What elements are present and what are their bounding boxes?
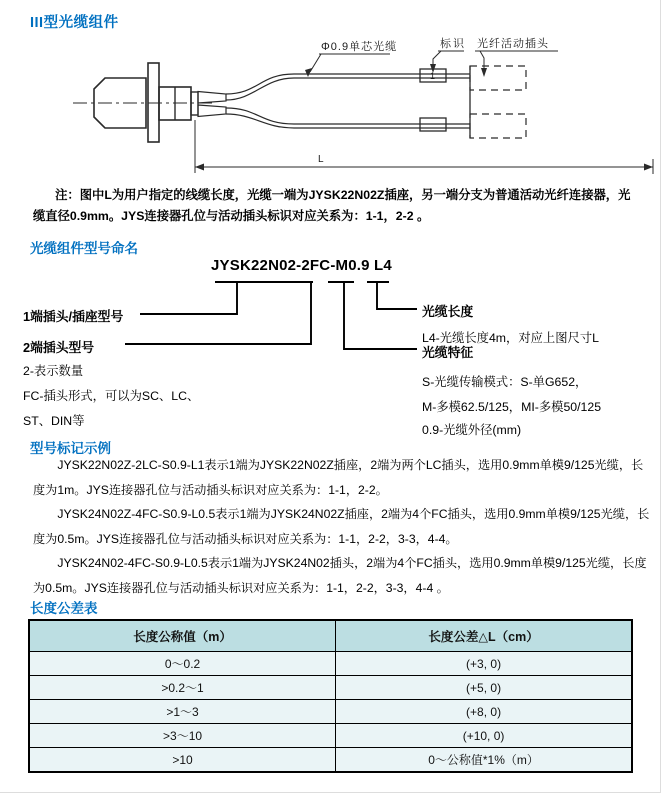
tolerance-header-row (29, 620, 632, 652)
tolerance-row (29, 724, 632, 748)
arrowhead (305, 68, 312, 77)
tolerance-cell: >0.2～1 (29, 676, 336, 700)
plug-outlines (470, 66, 526, 138)
section-heading-examples: 型号标记示例 (30, 441, 111, 456)
label-end2-desc3: ST、DIN等 (23, 414, 85, 428)
model-number: JYSK22N02-2FC-M0.9 L4 (211, 257, 392, 274)
ferrule-bottom (198, 105, 226, 117)
dimension-label: L (318, 154, 324, 165)
tolerance-cell: (+10, 0) (336, 724, 632, 748)
label-length-desc: L4-光缆长度4m，对应上图尺寸L (422, 331, 599, 345)
section-heading-naming: 光缆组件型号命名 (30, 241, 138, 256)
plug-label: 光纤活动插头 (477, 38, 549, 50)
tolerance-cell: 0～公称值*1%（m） (336, 748, 632, 773)
label-feature-desc2: M-多模62.5/125，MI-多模50/125 (422, 400, 602, 414)
tolerance-row (29, 652, 632, 676)
tolerance-table-body (29, 652, 632, 773)
tolerance-cell: >3～10 (29, 724, 336, 748)
tolerance-table (28, 619, 633, 773)
arrowhead (195, 164, 204, 171)
cable-assembly-diagram (0, 0, 661, 190)
tolerance-row (29, 700, 632, 724)
label-end2-title: 2端插头型号 (23, 340, 95, 355)
example-paragraphs (33, 453, 651, 601)
tolerance-cell: (+8, 0) (336, 700, 632, 724)
cable-callout (305, 39, 397, 77)
label-end2-desc2: FC-插头形式，可以为SC、LC、 (23, 389, 200, 403)
arrowhead (481, 68, 487, 77)
tolerance-col-delta: 长度公差△L（cm） (336, 620, 632, 652)
label-feature-title: 光缆特征 (422, 345, 474, 360)
cable-marker-1-label: 1 (430, 71, 436, 81)
note-text: 注：图中L为用户指定的线缆长度，光缆一端为JYSK22N02Z插座，另一端分支为普通活动光纤连接器，光缆直径0.9mm。JYS连接器孔位与活动插头标识对应关系为：1-1，2-2 。 (33, 188, 631, 223)
tolerance-cell: >10 (29, 748, 336, 773)
example-paragraph-1: JYSK22N02Z-2LC-S0.9-L1表示1端为JYSK22N02Z插座，2端为两个LC插头，选用0.9mm单模9/125光缆，长度为1m。JYS连接器孔位与活动插头标识对应关系为：1-1，2-2。 (33, 458, 644, 497)
label-feature-desc1: S-光缆传输模式：S-单G652， (422, 375, 588, 389)
marker-label: 标识 (440, 38, 466, 50)
tolerance-row (29, 676, 632, 700)
example-paragraph-3: JYSK24N02-4FC-S0.9-L0.5表示1端为JYSK24N02插头，2端为4个FC插头，选用0.9mm单模9/125光缆，长度为0.5m。JYS连接器孔位与活动插头标识对应关系为：1-1，2-2，3-3，4-4 。 (33, 556, 647, 595)
example-paragraph-2: JYSK24N02Z-4FC-S0.9-L0.5表示1端为JYSK24N02Z插座，2端为4个FC插头，选用0.9mm单模9/125光缆，长度为0.5m。JYS连接器孔位与活动插头标识对应关系为：1-1，2-2，3-3，4-4。 (33, 507, 650, 546)
cable-label: Φ0.9单芯光缆 (321, 41, 398, 53)
section-heading-tolerance: 长度公差表 (30, 601, 98, 616)
marker-callout (430, 36, 466, 73)
label-feature-desc3: 0.9-光缆外径(mm) (422, 423, 522, 437)
label-end1-title: 1端插头/插座型号 (23, 309, 124, 324)
tolerance-cell: >1～3 (29, 700, 336, 724)
label-end2-desc1: 2-表示数量 (23, 364, 84, 378)
tolerance-cell: 0～0.2 (29, 652, 336, 676)
ferrule-top (198, 92, 226, 104)
arrowhead (644, 164, 653, 171)
plug-callout (475, 36, 558, 77)
page-title: III型光缆组件 (30, 15, 119, 31)
tolerance-row (29, 748, 632, 773)
label-length-title: 光缆长度 (422, 304, 474, 319)
tolerance-col-nominal: 长度公称值（m） (29, 620, 336, 652)
tolerance-cell: (+3, 0) (336, 652, 632, 676)
tolerance-cell: (+5, 0) (336, 676, 632, 700)
